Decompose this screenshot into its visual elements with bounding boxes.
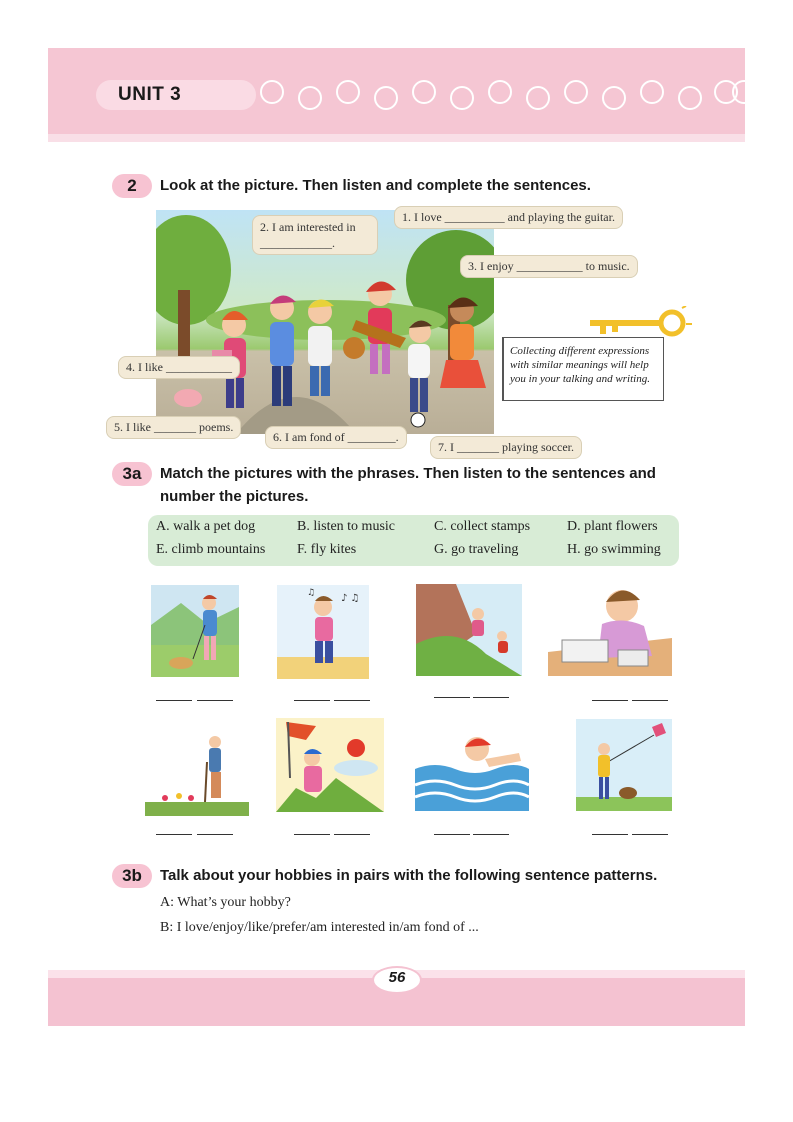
option-a: A. walk a pet dog: [156, 519, 256, 534]
answer-blank[interactable]: [473, 834, 509, 835]
option-c: C. collect stamps: [434, 519, 531, 534]
option-f: F. fly kites: [297, 542, 357, 557]
bubble-6: 6. I am fond of ________.: [265, 426, 407, 449]
svg-text:♫: ♫: [307, 588, 316, 598]
bubble-1: 1. I love __________ and playing the guitar.: [394, 206, 623, 229]
section-2-badge: 2: [112, 174, 152, 198]
section-3b-badge: 3b: [112, 864, 152, 888]
answer-blank[interactable]: [632, 700, 668, 701]
bubble-2-line2: ____________.: [260, 236, 335, 250]
answer-blank[interactable]: [156, 834, 192, 835]
option-g: G. go traveling: [434, 542, 519, 557]
option-b: B. listen to music: [297, 519, 395, 534]
answer-blank[interactable]: [334, 700, 370, 701]
picture-flying-kite: [576, 719, 672, 811]
bubble-2: [252, 215, 378, 255]
answer-blank[interactable]: [334, 834, 370, 835]
decorative-rings: [258, 78, 745, 112]
picture-traveling: [276, 718, 384, 812]
answer-blank[interactable]: [632, 834, 668, 835]
bubble-7: 7. I _______ playing soccer.: [430, 436, 582, 459]
page-number: 56: [388, 969, 406, 986]
option-e: E. climb mountains: [156, 542, 266, 557]
picture-collecting-stamps: [548, 576, 672, 676]
answer-blank[interactable]: [592, 700, 628, 701]
answer-blank[interactable]: [434, 834, 470, 835]
svg-text:♪ ♫: ♪ ♫: [341, 593, 360, 604]
picture-planting-flowers: [145, 732, 249, 816]
answer-blank[interactable]: [197, 700, 233, 701]
answer-blank[interactable]: [294, 834, 330, 835]
tip-box: [502, 337, 664, 401]
option-d: D. plant flowers: [567, 519, 658, 534]
section-2-title: Look at the picture. Then listen and complete the sentences.: [160, 177, 591, 194]
picture-listening-music: [277, 585, 369, 679]
section-3b-title: Talk about your hobbies in pairs with the following sentence patterns.: [160, 867, 658, 884]
answer-blank[interactable]: [294, 700, 330, 701]
key-icon: [586, 306, 692, 340]
answer-blank[interactable]: [434, 697, 470, 698]
tip-line-2: with similar meanings will help: [510, 359, 649, 371]
answer-blank[interactable]: [473, 697, 509, 698]
option-h: H. go swimming: [567, 542, 661, 557]
picture-walking-dog: [151, 585, 239, 677]
picture-climbing-mountain: [416, 584, 522, 676]
bubble-4: 4. I like ___________: [118, 356, 240, 379]
dialogue-line-b: B: I love/enjoy/like/prefer/am interested in/am fond of ...: [160, 920, 479, 935]
section-3a-badge: 3a: [112, 462, 152, 486]
tip-line-3: you in your talking and writing.: [510, 373, 650, 385]
dialogue-line-a: A: What’s your hobby?: [160, 895, 291, 910]
bubble-2-line1: 2. I am interested in: [260, 220, 356, 234]
bubble-3: 3. I enjoy ___________ to music.: [460, 255, 638, 278]
bubble-5: 5. I like _______ poems.: [106, 416, 241, 439]
section-3a-title-line2: number the pictures.: [160, 488, 309, 505]
answer-blank[interactable]: [592, 834, 628, 835]
picture-swimming: [415, 729, 529, 811]
unit-title: UNIT 3: [118, 84, 182, 105]
answer-blank[interactable]: [197, 834, 233, 835]
header-strip: [48, 134, 745, 142]
tip-line-1: Collecting different expressions: [510, 345, 650, 357]
section-3a-title-line1: Match the pictures with the phrases. Then listen to the sentences and: [160, 465, 656, 482]
answer-blank[interactable]: [156, 700, 192, 701]
